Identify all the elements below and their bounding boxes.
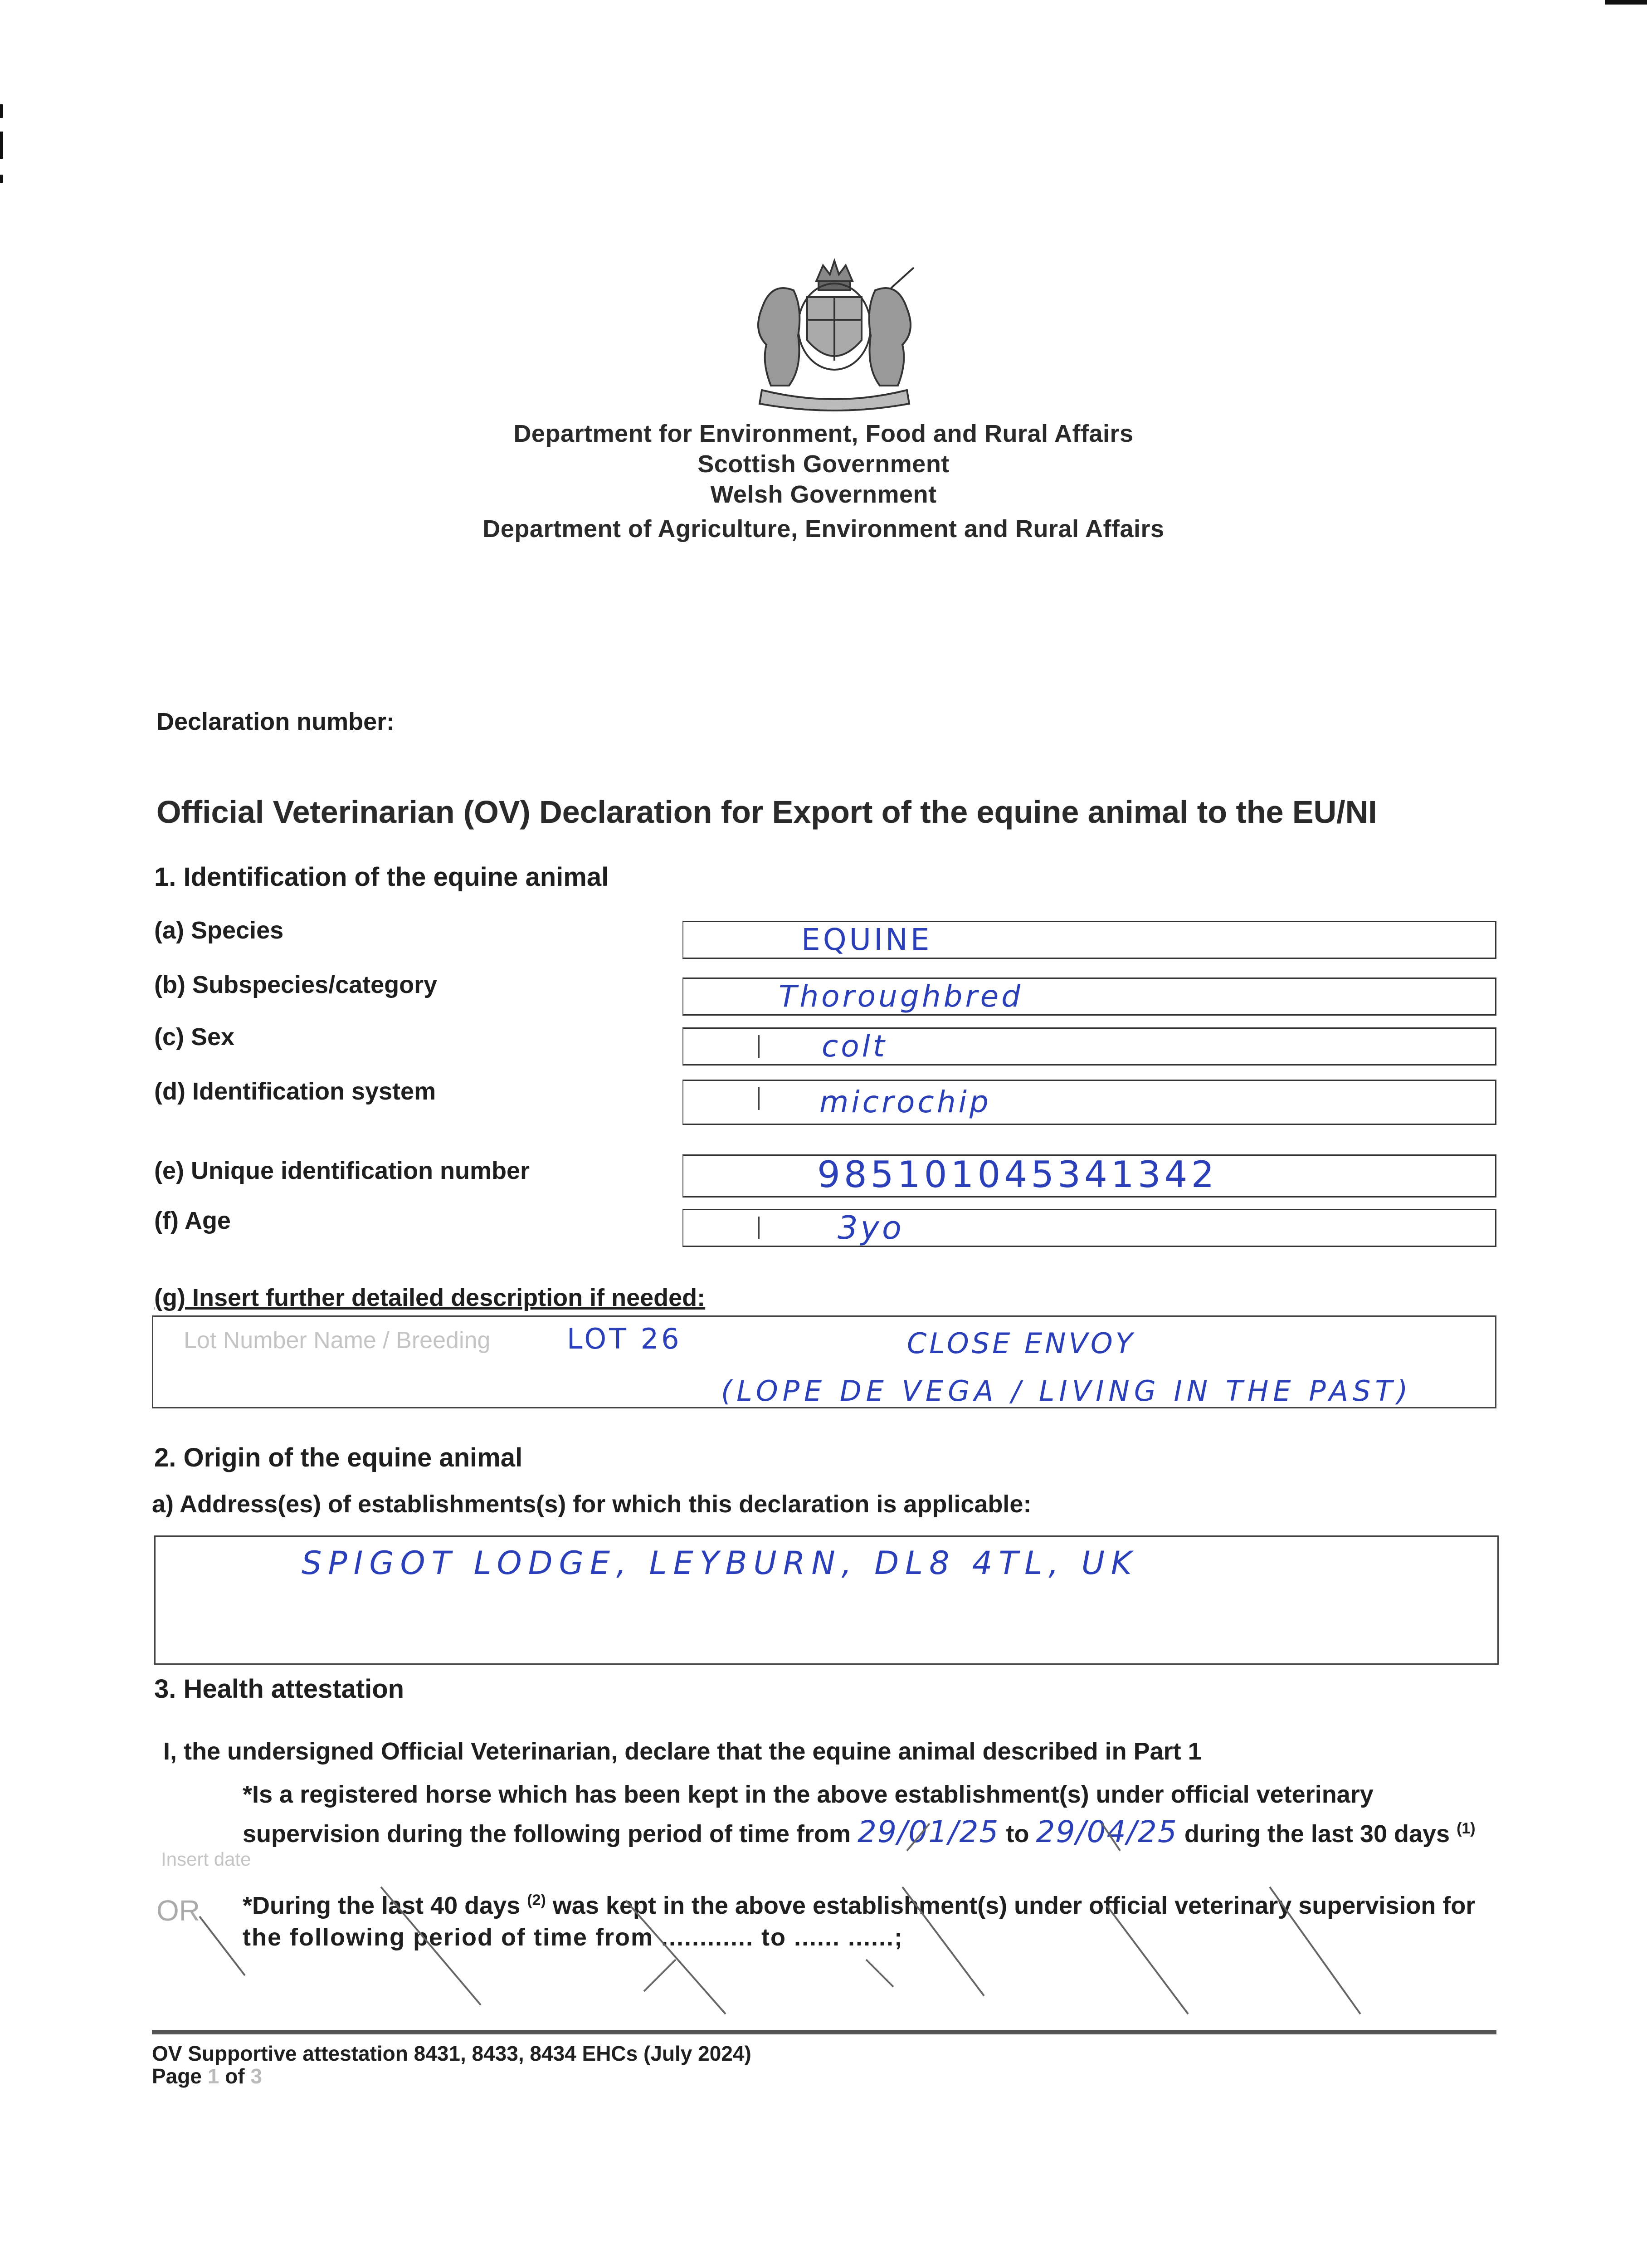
department-name: Department of Agriculture, Environment and Rural Affairs bbox=[482, 515, 1165, 543]
unique-id-label: (e) Unique identification number bbox=[154, 1157, 530, 1184]
strike-line bbox=[381, 1887, 481, 2005]
footnote-1: (1) bbox=[1457, 1820, 1476, 1837]
further-description-placeholder: Lot Number Name / Breeding bbox=[184, 1327, 491, 1354]
page-prefix: Page bbox=[152, 2064, 202, 2088]
age-label: (f) Age bbox=[154, 1207, 231, 1234]
option-2-suffix: was kept in the above establishment(s) under official veterinary supervision for bbox=[552, 1892, 1476, 1919]
identification-system-label: (d) Identification system bbox=[154, 1078, 436, 1105]
to-date-value: 29/04/25 bbox=[1036, 1814, 1178, 1849]
further-description-label: (g) Insert further detailed description if needed: bbox=[154, 1284, 706, 1311]
department-name: Scottish Government bbox=[697, 450, 950, 478]
strike-line bbox=[1102, 1823, 1120, 1851]
option-2-prefix: *During the last 40 days bbox=[243, 1892, 521, 1919]
subspecies-value: Thoroughbred bbox=[779, 979, 1023, 1014]
horse-name-value: CLOSE ENVOY bbox=[907, 1327, 1135, 1360]
unique-id-value: 985101045341342 bbox=[817, 1154, 1218, 1196]
strike-line bbox=[1270, 1887, 1360, 2014]
sex-label: (c) Sex bbox=[154, 1023, 235, 1051]
strike-line bbox=[902, 1887, 984, 1996]
species-value: EQUINE bbox=[801, 922, 932, 957]
section-3-heading: 3. Health attestation bbox=[154, 1674, 404, 1704]
footer-attestation-ref: OV Supportive attestation 8431, 8433, 8434 EHCs (July 2024) bbox=[152, 2042, 751, 2065]
address-value: SPIGOT LODGE, LEYBURN, DL8 4TL, UK bbox=[302, 1545, 1138, 1582]
strike-line bbox=[907, 1823, 930, 1851]
page-indicator bbox=[152, 2064, 262, 2088]
department-name: Welsh Government bbox=[710, 481, 937, 508]
strike-line bbox=[644, 1960, 676, 1991]
page-total: 3 bbox=[250, 2064, 262, 2088]
attestation-intro: I, the undersigned Official Veterinarian, declare that the equine animal described in Part 1 bbox=[163, 1738, 1202, 1765]
strike-line bbox=[626, 1901, 726, 2014]
strike-line bbox=[200, 1916, 245, 1975]
section-2-subheading: a) Address(es) of establishments(s) for which this declaration is applicable: bbox=[152, 1491, 1032, 1518]
document-title: Official Veterinarian (OV) Declaration for Export of the equine animal to the EU/NI bbox=[156, 794, 1377, 830]
option-1-prefix: supervision during the following period of time from bbox=[243, 1820, 851, 1848]
page-number: 1 bbox=[207, 2064, 219, 2088]
section-2-heading: 2. Origin of the equine animal bbox=[154, 1443, 523, 1472]
section-1-heading: 1. Identification of the equine animal bbox=[154, 862, 609, 892]
declaration-number-label: Declaration number: bbox=[156, 708, 395, 735]
sex-value: colt bbox=[822, 1029, 887, 1064]
of-word: of bbox=[225, 2064, 245, 2088]
insert-date-hint: Insert date bbox=[161, 1848, 251, 1870]
age-value: 3yo bbox=[838, 1209, 904, 1246]
to-word: to bbox=[1006, 1820, 1029, 1848]
footnote-2: (2) bbox=[527, 1892, 546, 1909]
option-2-line-2: the following period of time from ............ to ...... ......; bbox=[243, 1924, 903, 1951]
species-label: (a) Species bbox=[154, 917, 284, 944]
footer-divider bbox=[152, 2030, 1496, 2034]
from-date-value: 29/01/25 bbox=[858, 1814, 999, 1849]
or-label: OR bbox=[156, 1894, 200, 1927]
strike-line bbox=[866, 1960, 893, 1987]
option-1-suffix: during the last 30 days bbox=[1184, 1820, 1450, 1848]
lot-number-value: LOT 26 bbox=[567, 1322, 682, 1355]
identification-system-value: microchip bbox=[819, 1085, 991, 1119]
subspecies-label: (b) Subspecies/category bbox=[154, 971, 438, 998]
option-1-line-1: *Is a registered horse which has been kept in the above establishment(s) under official veterinary bbox=[243, 1781, 1374, 1808]
strike-line bbox=[1106, 1905, 1188, 2014]
breeding-value: (LOPE DE VEGA / LIVING IN THE PAST) bbox=[721, 1374, 1413, 1408]
department-name: Department for Environment, Food and Rural Affairs bbox=[513, 420, 1134, 447]
